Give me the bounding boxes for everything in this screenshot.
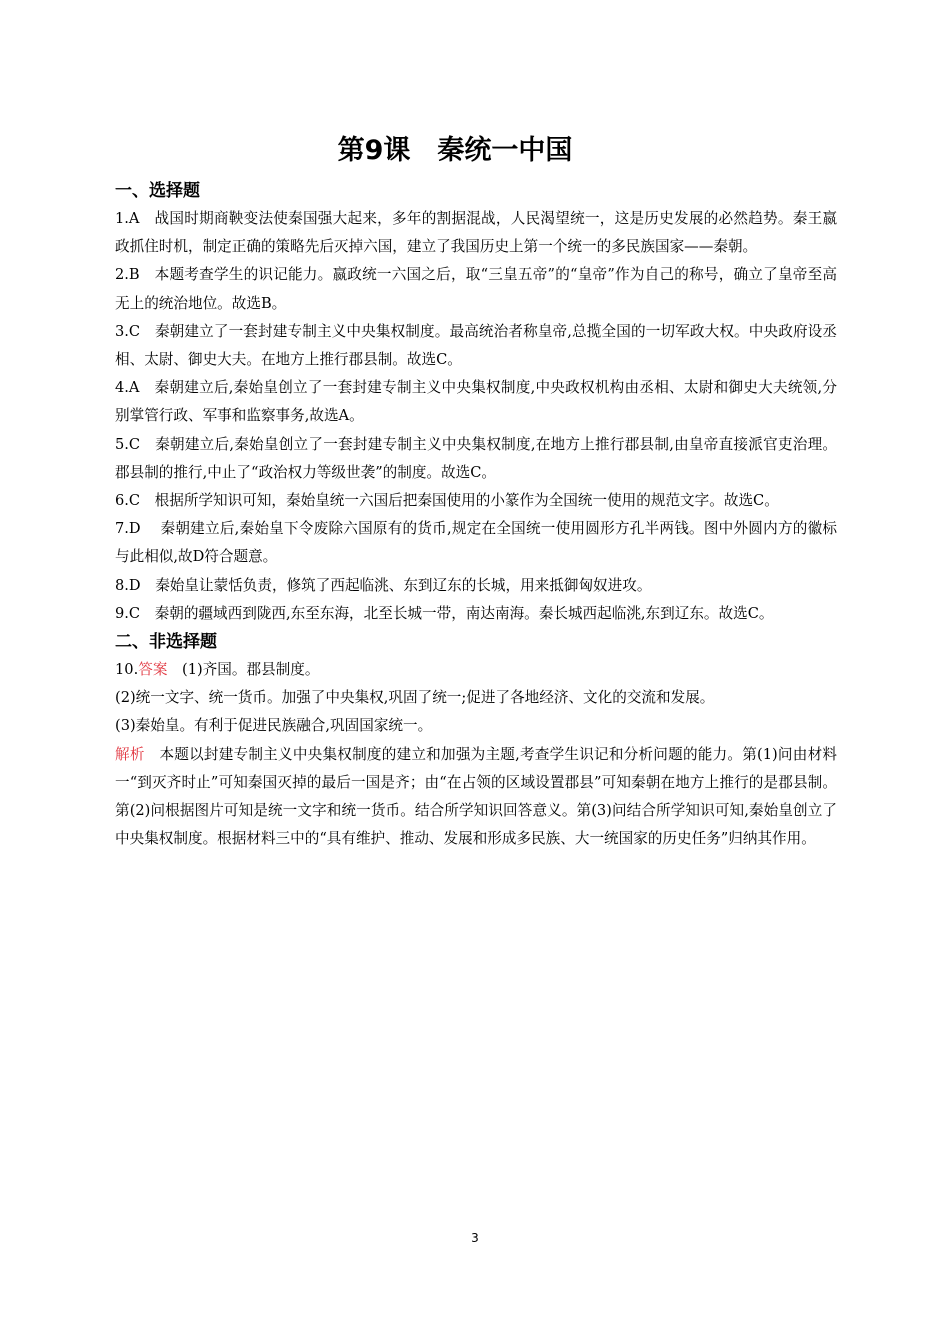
answer-item-1: 1.A 战国时期商鞅变法使秦国强大起来，多年的割据混战，人民渴望统一，这是历史发展的必然趋势。秦王嬴政抓住时机，制定正确的策略先后灭掉六国，建立了我国历史上第一个统一的多民族国家——秦朝。: [115, 210, 837, 256]
answer-item-6: 6.C 根据所学知识可知，秦始皇统一六国后把秦国使用的小篆作为全国统一使用的规范文字。故选C。: [115, 492, 779, 510]
answer-item-5: 5.C 秦朝建立后,秦始皇创立了一套封建专制主义中央集权制度,在地方上推行郡县制,由皇帝直接派官吏治理。郡县制的推行,中止了“政治权力等级世袭”的制度。故选C。: [115, 435, 837, 481]
q10-answer-text-1: (1)齐国。郡县制度。: [167, 661, 320, 679]
q10-answer-line-2: (2)统一文字、统一货币。加强了中央集权,巩固了统一;促进了各地经济、文化的交流和发展。: [115, 689, 715, 707]
answer-item-8: 8.D 秦始皇让蒙恬负责，修筑了西起临洮、东到辽东的长城，用来抵御匈奴进攻。: [115, 576, 652, 594]
answer-item-2: 2.B 本题考查学生的识记能力。嬴政统一六国之后，取“三皇五帝”的“皇帝”作为自己的称号，确立了皇帝至高无上的统治地位。故选B。: [115, 266, 837, 312]
answer-item-9: 9.C 秦朝的疆域西到陇西,东至东海，北至长城一带，南达南海。秦长城西起临洮,东到辽东。故选C。: [115, 604, 774, 622]
section-heading-choice: 一、选择题: [115, 181, 200, 201]
q10-analysis: [115, 741, 837, 854]
q10-number: 10.: [115, 661, 139, 679]
section-heading-non-choice: 二、非选择题: [115, 632, 217, 653]
answer-item-3: 3.C 秦朝建立了一套封建专制主义中央集权制度。最高统治者称皇帝,总揽全国的一切军政大权。中央政府设丞相、太尉、御史大夫。在地方上推行郡县制。故选C。: [115, 322, 837, 369]
analysis-tag: 解析: [115, 745, 145, 763]
answer-content: [115, 177, 837, 853]
answer-item-7: 7.D 秦朝建立后,秦始皇下令废除六国原有的货币,规定在全国统一使用圆形方孔半两钱。图中外圆内方的徽标与此相似,故D符合题意。: [115, 520, 837, 566]
page-title: 第9课 秦统一中国: [337, 135, 573, 166]
page-number: 3: [471, 1231, 479, 1245]
q10-answer-line-1: [115, 656, 837, 684]
answer-item-4: 4.A 秦朝建立后,秦始皇创立了一套封建专制主义中央集权制度,中央政权机构由丞相、太尉和御史大夫统领,分别掌管行政、军事和监察事务,故选A。: [115, 379, 837, 425]
q10-answer-line-3: (3)秦始皇。有利于促进民族融合,巩固国家统一。: [115, 717, 433, 735]
q10-analysis-text: 本题以封建专制主义中央集权制度的建立和加强为主题,考查学生识记和分析问题的能力。第(1)问由材料一“到灭齐时止”可知秦国灭掉的最后一国是齐；由“在占领的区域设置郡县”可知秦朝在地方上推行的是郡县制。第(2)问根据图片可知是统一文字和统一货币。结合所学知识回答意义。第(3)问结合所学知识可知,秦始皇创立了中央集权制度。根据材料三中的“具有维护、推动、发展和形成多民族、大一统国家的历史任务”归纳其作用。: [115, 745, 837, 848]
answer-tag: 答案: [138, 661, 168, 679]
